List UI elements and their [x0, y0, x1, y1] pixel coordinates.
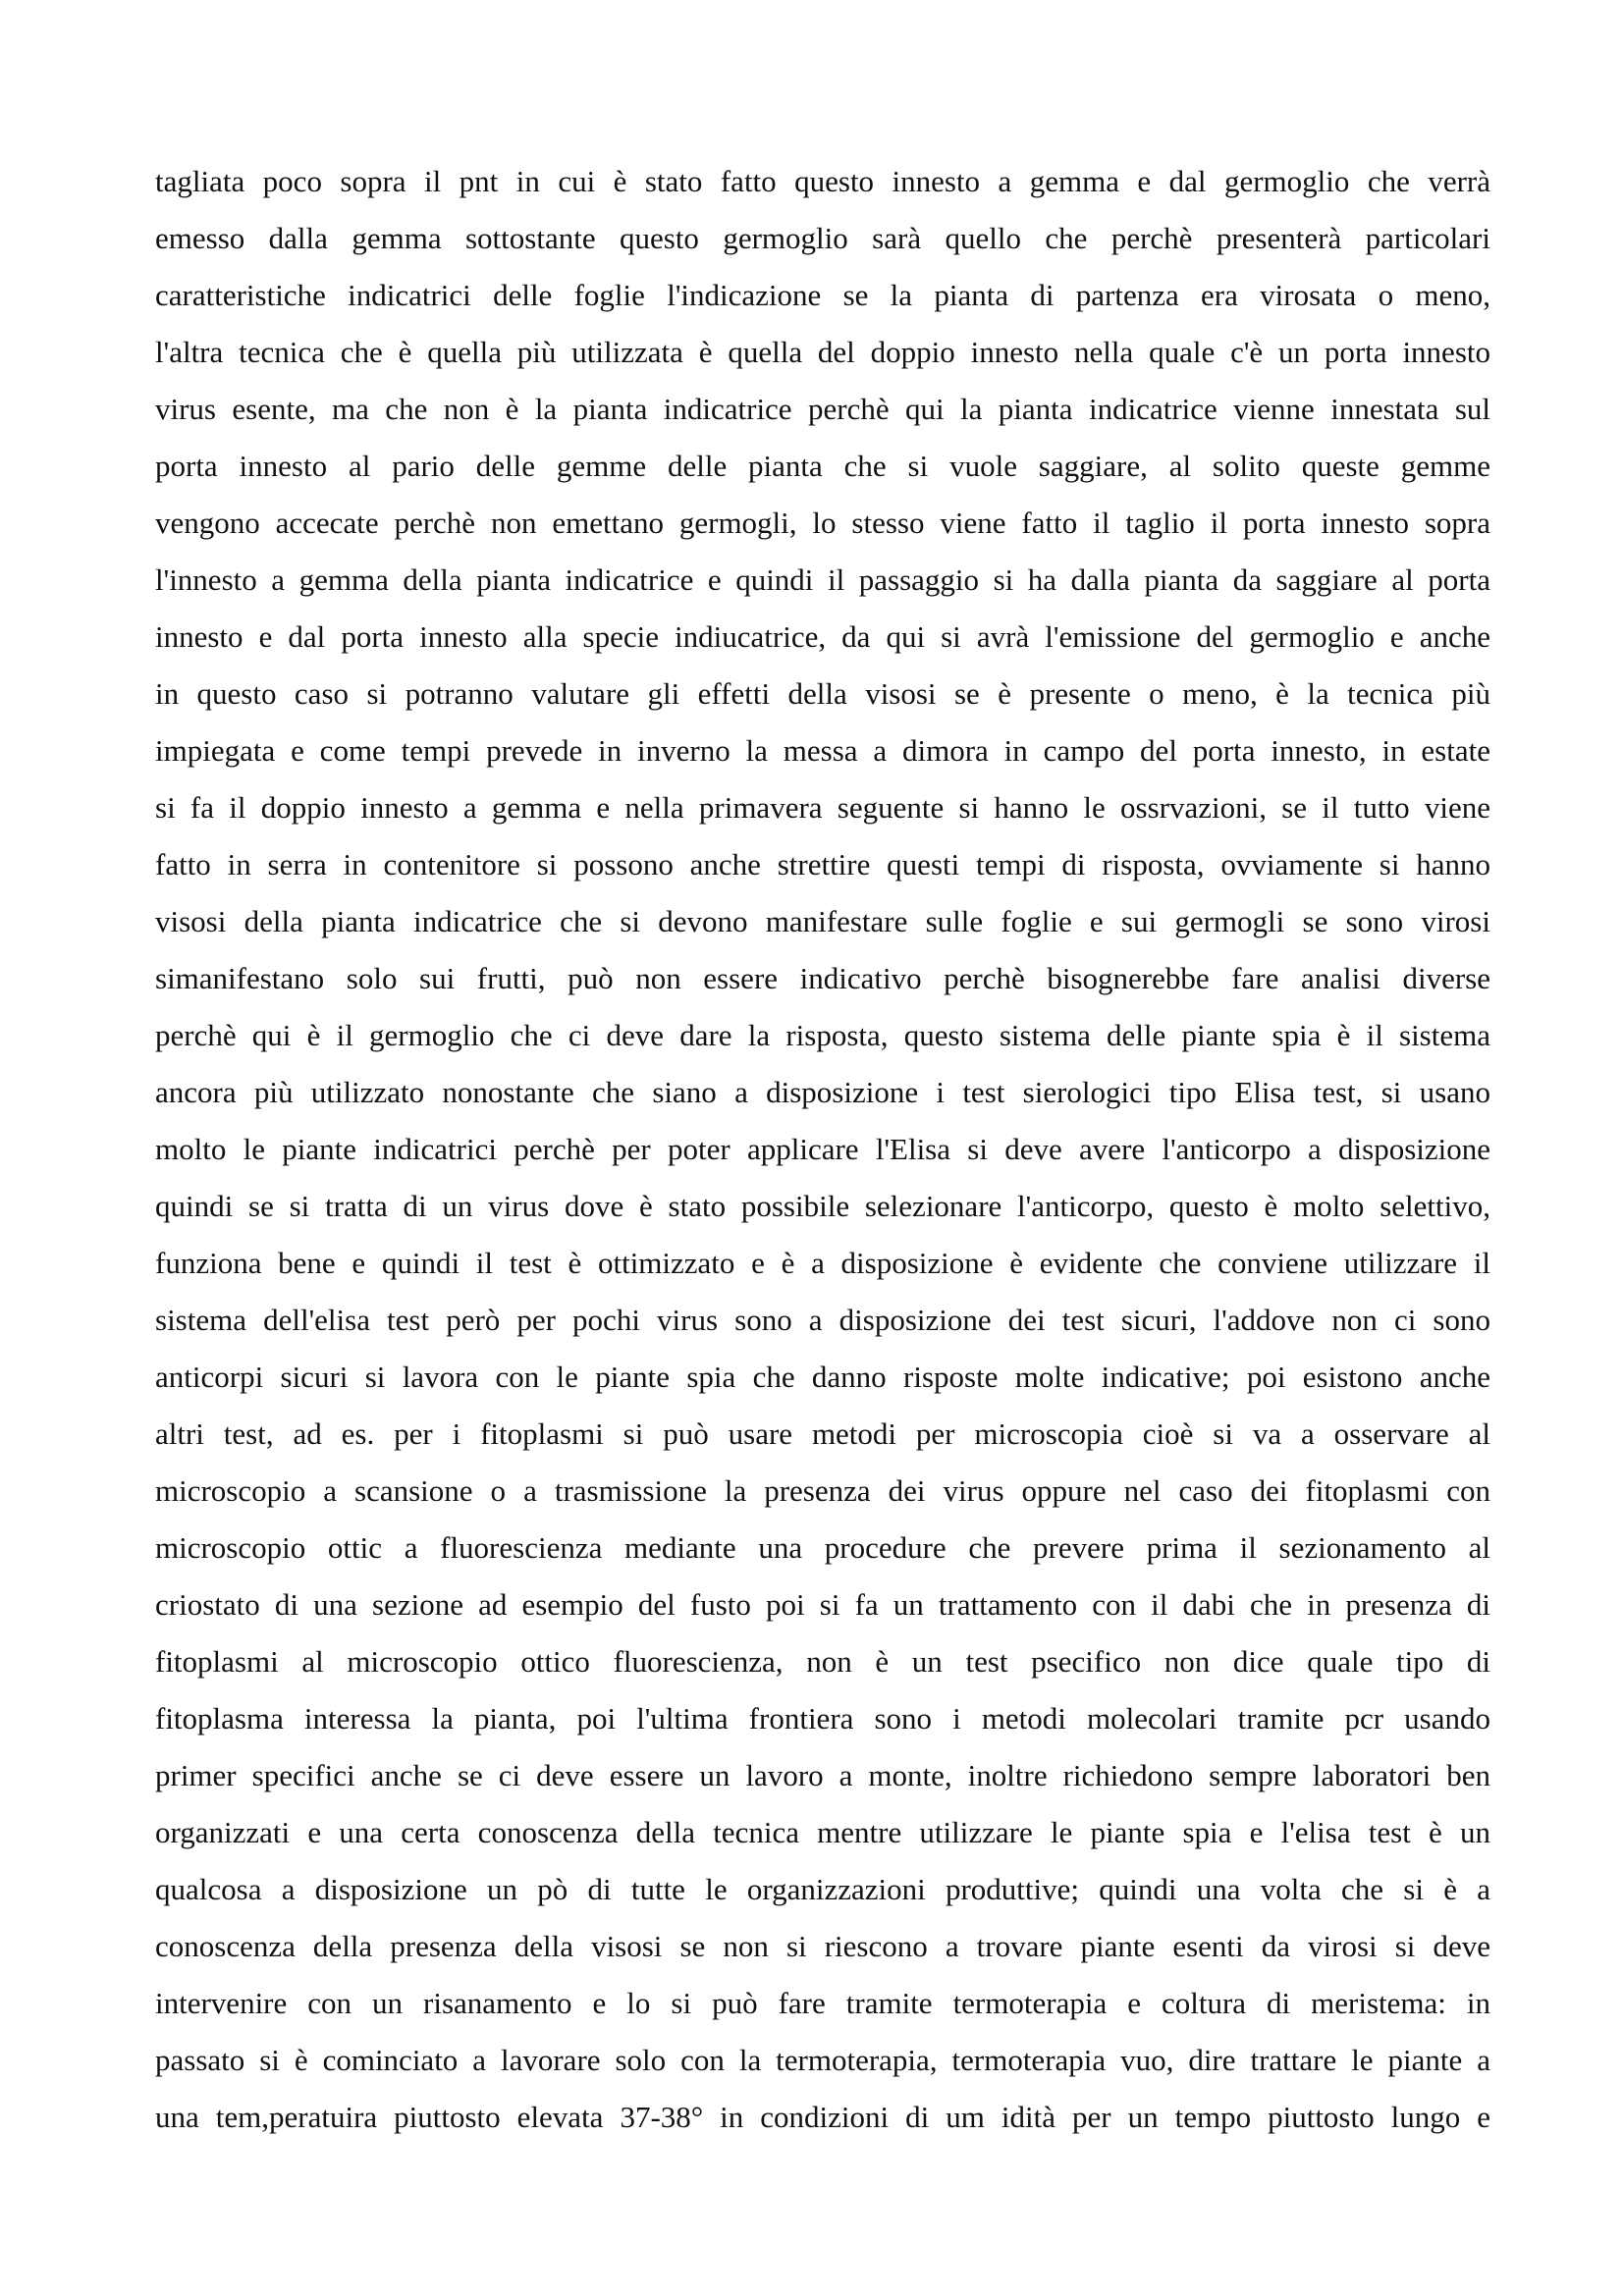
- text-line: primer specifici anche se ci deve essere un lavoro a monte, inoltre richiedono sempre laboratori ben: [155, 1758, 1490, 1792]
- text-line: porta innesto al pario delle gemme delle pianta che si vuole saggiare, al solito queste gemme: [155, 449, 1490, 483]
- text-line: altri test, ad es. per i fitoplasmi si può usare metodi per microscopia cioè si va a osservare al: [155, 1416, 1490, 1451]
- text-line: passato si è cominciato a lavorare solo con la termoterapia, termoterapia vuo, dire trattare le piante a: [155, 2043, 1490, 2077]
- text-line: si fa il doppio innesto a gemma e nella primavera seguente si hanno le ossrvazioni, se il tutto viene: [155, 790, 1490, 825]
- text-line: innesto e dal porta innesto alla specie indiucatrice, da qui si avrà l'emissione del germoglio e anche: [155, 619, 1490, 654]
- text-line: una tem,peratuira piuttosto elevata 37-38° in condizioni di um idità per un tempo piuttosto lungo e: [155, 2100, 1490, 2134]
- text-line: in questo caso si potranno valutare gli effetti della visosi se è presente o meno, è la tecnica più: [155, 676, 1490, 711]
- text-line: simanifestano solo sui frutti, può non essere indicativo perchè bisognerebbe fare analisi diverse: [155, 961, 1490, 995]
- text-line: sistema dell'elisa test però per pochi virus sono a disposizione dei test sicuri, l'addove non ci sono: [155, 1303, 1490, 1337]
- text-line: emesso dalla gemma sottostante questo germoglio sarà quello che perchè presenterà particolari: [155, 221, 1490, 255]
- text-line: microscopio ottic a fluorescienza mediante una procedure che prevere prima il sezionamento al: [155, 1530, 1490, 1565]
- text-line: caratteristiche indicatrici delle foglie l'indicazione se la pianta di partenza era virosata o meno,: [155, 278, 1490, 312]
- text-line: molto le piante indicatrici perchè per poter applicare l'Elisa si deve avere l'anticorpo a disposizione: [155, 1132, 1490, 1166]
- text-line: virus esente, ma che non è la pianta indicatrice perchè qui la pianta indicatrice vienne innestata sul: [155, 392, 1490, 426]
- text-line: intervenire con un risanamento e lo si può fare tramite termoterapia e coltura di meristema: in: [155, 1986, 1490, 2020]
- text-line: fatto in serra in contenitore si possono anche strettire questi tempi di risposta, ovviamente si hanno: [155, 847, 1490, 881]
- text-line: quindi se si tratta di un virus dove è stato possibile selezionare l'anticorpo, questo è molto selettivo,: [155, 1189, 1490, 1223]
- text-line: impiegata e come tempi prevede in inverno la messa a dimora in campo del porta innesto, in estate: [155, 733, 1490, 768]
- text-line: visosi della pianta indicatrice che si devono manifestare sulle foglie e sui germogli se sono virosi: [155, 904, 1490, 938]
- text-line: fitoplasma interessa la pianta, poi l'ultima frontiera sono i metodi molecolari tramite pcr usando: [155, 1701, 1490, 1735]
- text-line: organizzati e una certa conoscenza della tecnica mentre utilizzare le piante spia e l'elisa test è un: [155, 1815, 1490, 1849]
- text-line: l'innesto a gemma della pianta indicatrice e quindi il passaggio si ha dalla pianta da saggiare al porta: [155, 562, 1490, 597]
- text-line: l'altra tecnica che è quella più utilizzata è quella del doppio innesto nella quale c'è un porta innesto: [155, 335, 1490, 369]
- body-text: [155, 153, 1490, 2146]
- text-line: conoscenza della presenza della visosi se non si riescono a trovare piante esenti da virosi si deve: [155, 1929, 1490, 1963]
- text-line: ancora più utilizzato nonostante che siano a disposizione i test sierologici tipo Elisa test, si usano: [155, 1075, 1490, 1109]
- text-line: vengono accecate perchè non emettano germogli, lo stesso viene fatto il taglio il porta innesto sopra: [155, 506, 1490, 540]
- text-line: perchè qui è il germoglio che ci deve dare la risposta, questo sistema delle piante spia è il sistema: [155, 1018, 1490, 1052]
- text-line: fitoplasmi al microscopio ottico fluorescienza, non è un test psecifico non dice quale tipo di: [155, 1644, 1490, 1679]
- text-line: qualcosa a disposizione un pò di tutte le organizzazioni produttive; quindi una volta che si è a: [155, 1872, 1490, 1906]
- text-line: funziona bene e quindi il test è ottimizzato e è a disposizione è evidente che conviene utilizzare il: [155, 1246, 1490, 1280]
- text-line: tagliata poco sopra il pnt in cui è stato fatto questo innesto a gemma e dal germoglio che verrà: [155, 164, 1490, 198]
- text-line: criostato di una sezione ad esempio del fusto poi si fa un trattamento con il dabi che in presenza di: [155, 1587, 1490, 1622]
- text-line: microscopio a scansione o a trasmissione la presenza dei virus oppure nel caso dei fitoplasmi con: [155, 1473, 1490, 1508]
- text-line: anticorpi sicuri si lavora con le piante spia che danno risposte molte indicative; poi esistono anche: [155, 1360, 1490, 1394]
